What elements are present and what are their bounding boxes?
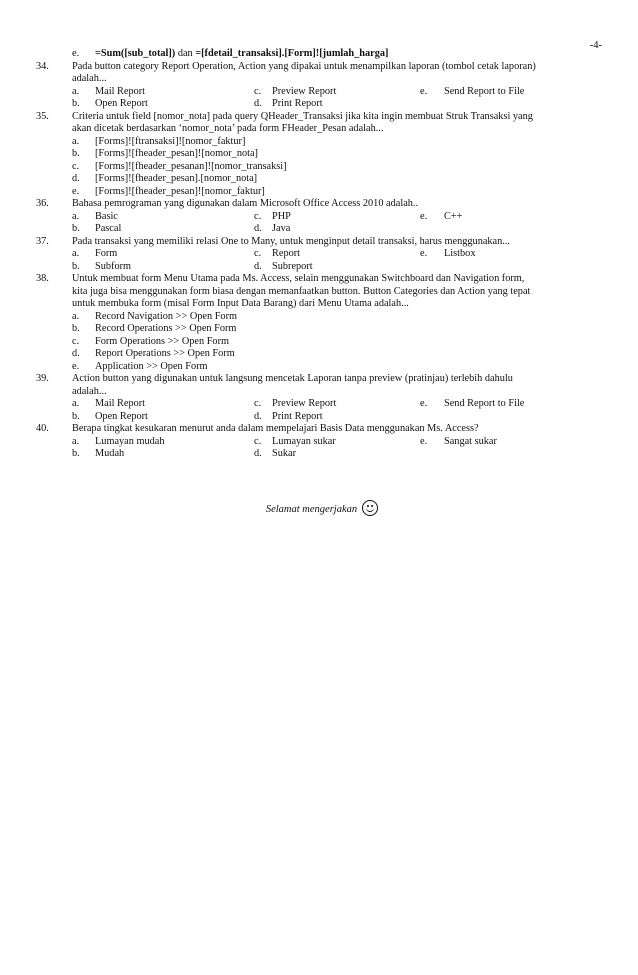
option-text: Subform (95, 260, 132, 272)
question-text: Pada button category Report Operation, Action yang dipakai untuk menampilkan laporan (tombol cetak laporan) (72, 60, 536, 72)
options-row (0, 398, 638, 411)
option-label: b. (72, 260, 80, 272)
option-label: d. (254, 98, 262, 109)
option-text: Lumayan sukar (272, 435, 336, 447)
option-label: a. (72, 310, 80, 322)
option-text: Form Operations >> Open Form (95, 335, 230, 347)
question-35 (0, 111, 638, 124)
option-text: Preview Report (272, 85, 337, 97)
question-number: 38. (36, 273, 49, 284)
option-label: c. (72, 160, 80, 172)
option-label: c. (254, 85, 262, 97)
option-label: e. (72, 48, 80, 59)
option-label: e. (72, 360, 80, 372)
option-text: Report (272, 248, 301, 259)
option-text: Application >> Open Form (95, 360, 208, 372)
question-number: 40. (36, 423, 49, 434)
option-text: Mail Report (95, 85, 146, 97)
option-label: e. (420, 435, 428, 447)
option-text: Listbox (444, 248, 476, 259)
options-row (0, 261, 638, 274)
option-text: Print Report (272, 410, 323, 422)
option-label: b. (72, 323, 80, 334)
option-label: a. (72, 248, 80, 259)
question-list (0, 48, 638, 461)
option-text: Report Operations >> Open Form (95, 348, 235, 359)
option-text: =Sum([sub_total]) dan =[fdetail_transaksi].[Form]![jumlah_harga] (95, 48, 389, 59)
option-label: c. (254, 398, 262, 409)
option-text: Send Report to File (444, 85, 525, 97)
option-label: b. (72, 448, 80, 459)
option-label: d. (254, 410, 262, 422)
question-text: Berapa tingkat kesukaran menurut anda dalam mempelajari Basis Data menggunakan Ms. Access? (72, 423, 479, 434)
question-text: Action button yang digunakan untuk langsung mencetak Laporan tanpa preview (pratinjau) terlebih dahulu (72, 373, 513, 384)
option-label: d. (72, 173, 80, 184)
question-36 (0, 198, 638, 211)
option-text: Sangat sukar (444, 435, 497, 447)
option-label: d. (254, 448, 262, 459)
option-text: Mudah (95, 448, 125, 459)
question-text: Untuk membuat form Menu Utama pada Ms. Access, selain menggunakan Switchboard dan Navigation form, (72, 273, 525, 284)
option-text: Send Report to File (444, 398, 525, 409)
option-text: [Forms]![fheader_pesan]![nomor_nota] (95, 148, 258, 159)
option-text: Pascal (95, 223, 122, 234)
option-text: Java (272, 223, 291, 234)
option-text: Open Report (95, 98, 148, 109)
option-text: Record Operations >> Open Form (95, 323, 237, 334)
closing-message (0, 500, 638, 516)
question-text-cont: untuk membuka form (misal Form Input Data Barang) dari Menu Utama adalah... (72, 298, 409, 309)
option-label: a. (72, 398, 80, 409)
option-label: a. (72, 210, 80, 222)
question-text-cont: akan dicetak berdasarkan ‘nomor_nota’ pada form FHeader_Pesan adalah... (72, 123, 384, 134)
option-label: e. (420, 248, 428, 259)
smiley-face-icon (362, 500, 378, 516)
option-label: c. (254, 248, 262, 259)
option-text: Mail Report (95, 398, 146, 409)
option-label: b. (72, 98, 80, 109)
option-text: [Forms]![ftransaksi]![nomor_faktur] (95, 135, 246, 147)
option-text: [Forms]![fheader_pesanan]![nomor_transaksi] (95, 160, 287, 172)
option-label: b. (72, 410, 80, 422)
question-number: 37. (36, 235, 49, 247)
question-37 (0, 236, 638, 249)
option-label: d. (72, 348, 80, 359)
question-text: Criteria untuk field [nomor_nota] pada query QHeader_Transaksi jika kita ingin membuat Struk Transaksi yang (72, 110, 533, 122)
option-label: c. (72, 335, 80, 347)
option-label: e. (420, 398, 428, 409)
option-text: Preview Report (272, 398, 337, 409)
option-text: C++ (444, 210, 463, 222)
question-number: 39. (36, 373, 49, 384)
option-label: a. (72, 85, 80, 97)
question-text-cont: adalah... (72, 385, 107, 397)
option-label: c. (254, 210, 262, 222)
question-text-cont: adalah... (72, 73, 107, 84)
option-text: Record Navigation >> Open Form (95, 310, 238, 322)
option-label: e. (420, 85, 428, 97)
options-row (0, 448, 638, 461)
option-label: a. (72, 435, 80, 447)
question-text-cont: kita juga bisa menggunakan form biasa dengan memanfaatkan button. Button Categories dan Action yang tepat (72, 285, 531, 297)
options-row (0, 211, 638, 224)
options-row (0, 248, 638, 261)
options-row (0, 411, 638, 424)
option-text: Open Report (95, 410, 148, 422)
options-row (0, 223, 638, 236)
question-40 (0, 423, 638, 436)
option-text: Form (95, 248, 118, 259)
question-34 (0, 61, 638, 74)
question-number: 35. (36, 110, 49, 122)
option-text: [Forms]![fheader_pesan].[nomor_nota] (95, 173, 258, 184)
option-text: Sukar (272, 448, 297, 459)
option-text: [Forms]![fheader_pesan]![nomor_faktur] (95, 185, 265, 197)
closing-text: Selamat mengerjakan (265, 504, 358, 515)
question-number: 34. (36, 60, 49, 72)
option-label: b. (72, 223, 80, 234)
page-number: -4- (589, 40, 602, 51)
option-text: Basic (95, 210, 118, 222)
option-label: c. (254, 435, 262, 447)
question-38 (0, 273, 638, 286)
option-label: a. (72, 135, 80, 147)
question-number: 36. (36, 198, 49, 209)
question-39 (0, 373, 638, 386)
question-text: Pada transaksi yang memiliki relasi One to Many, untuk menginput detail transaksi, harus menggunakan... (72, 235, 510, 247)
options-row (0, 86, 638, 99)
option-label: e. (72, 185, 80, 197)
option-text: Print Report (272, 98, 323, 109)
option-label: d. (254, 260, 262, 272)
option-label: b. (72, 148, 80, 159)
question-text: Bahasa pemrograman yang digunakan dalam Microsoft Office Access 2010 adalah.. (72, 198, 419, 209)
options-row (0, 436, 638, 449)
options-row (0, 98, 638, 111)
option-text: PHP (272, 210, 291, 222)
option-text: Lumayan mudah (95, 435, 165, 447)
option-label: e. (420, 210, 428, 222)
option-text: Subreport (272, 260, 313, 272)
q33-option-e (0, 48, 638, 61)
option-label: d. (254, 223, 262, 234)
